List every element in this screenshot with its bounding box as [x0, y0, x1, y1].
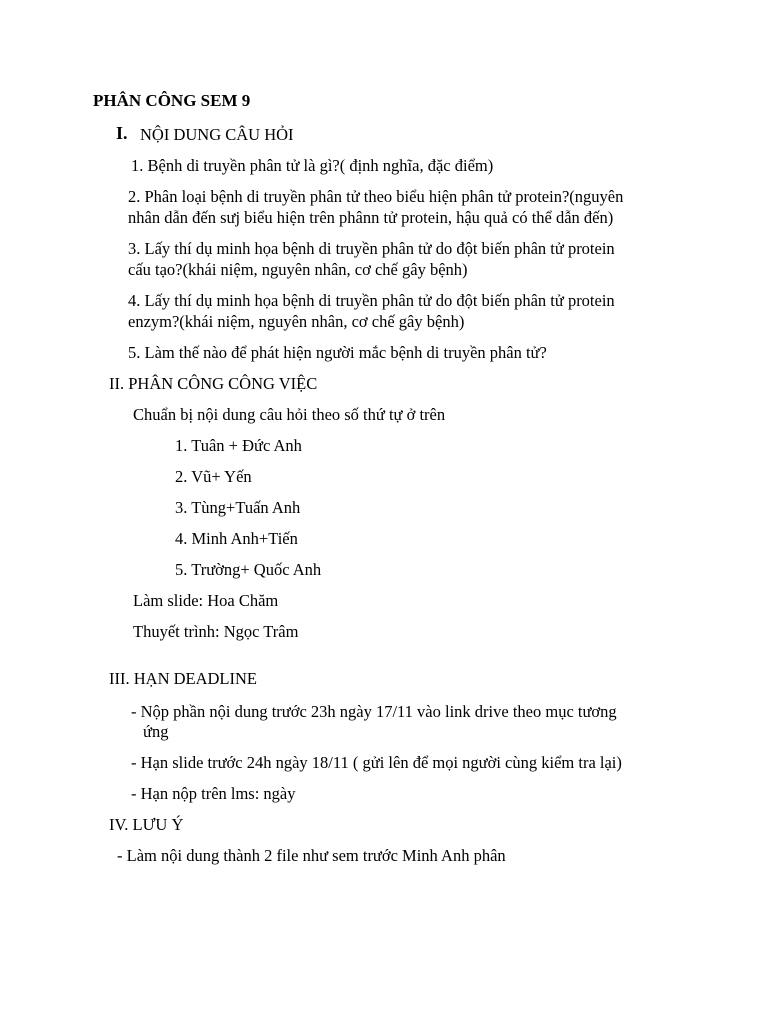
deadline-1-line-2: ứng: [143, 722, 169, 741]
question-1: 1. Bệnh di truyền phân tử là gì?( định nghĩa, đặc điểm): [131, 156, 494, 175]
assignment-1: 1. Tuân + Đức Anh: [175, 436, 302, 455]
deadline-3: - Hạn nộp trên lms: ngày: [131, 784, 296, 803]
section-4-heading: IV. LƯU Ý: [109, 815, 184, 834]
section-1-number: I.: [116, 123, 128, 143]
section-2-intro: Chuẩn bị nội dung câu hỏi theo số thứ tự ở trên: [133, 405, 446, 424]
assignment-5: 5. Trường+ Quốc Anh: [175, 560, 322, 579]
assignment-2: 2. Vũ+ Yến: [175, 467, 252, 486]
question-2-line-2: nhân dẫn đến sưj biểu hiện trên phânn tử protein, hậu quả có thể dẫn đến): [128, 208, 614, 227]
question-4-line-1: 4. Lấy thí dụ minh họa bệnh di truyền phân tử do đột biến phân tử protein: [128, 291, 615, 310]
section-3-heading: III. HẠN DEADLINE: [109, 669, 258, 688]
question-5: 5. Làm thế nào để phát hiện người mắc bệnh di truyền phân tử?: [128, 343, 547, 362]
assignment-3: 3. Tùng+Tuấn Anh: [175, 498, 301, 517]
question-3-line-1: 3. Lấy thí dụ minh họa bệnh di truyền phân tử do đột biến phân tử protein: [128, 239, 615, 258]
slide-assignment: Làm slide: Hoa Chăm: [133, 591, 279, 610]
question-2-line-1: 2. Phân loại bệnh di truyền phân tử theo biểu hiện phân tử protein?(nguyên: [128, 187, 624, 206]
assignment-4: 4. Minh Anh+Tiến: [175, 529, 298, 548]
section-1-heading: NỘI DUNG CÂU HỎI: [140, 125, 294, 144]
deadline-2: - Hạn slide trước 24h ngày 18/11 ( gửi lên để mọi người cùng kiểm tra lại): [131, 753, 622, 772]
deadline-1-line-1: - Nộp phần nội dung trước 23h ngày 17/11 vào link drive theo mục tương: [131, 702, 617, 721]
document-title: PHÂN CÔNG SEM 9: [93, 91, 251, 110]
section-2-heading: II. PHÂN CÔNG CÔNG VIỆC: [109, 374, 318, 393]
presenter-assignment: Thuyết trình: Ngọc Trâm: [133, 622, 299, 641]
question-4-line-2: enzym?(khái niệm, nguyên nhân, cơ chế gây bệnh): [128, 312, 465, 331]
question-3-line-2: cấu tạo?(khái niệm, nguyên nhân, cơ chế gây bệnh): [128, 260, 468, 279]
section-4-note: - Làm nội dung thành 2 file như sem trước Minh Anh phân: [117, 846, 506, 865]
